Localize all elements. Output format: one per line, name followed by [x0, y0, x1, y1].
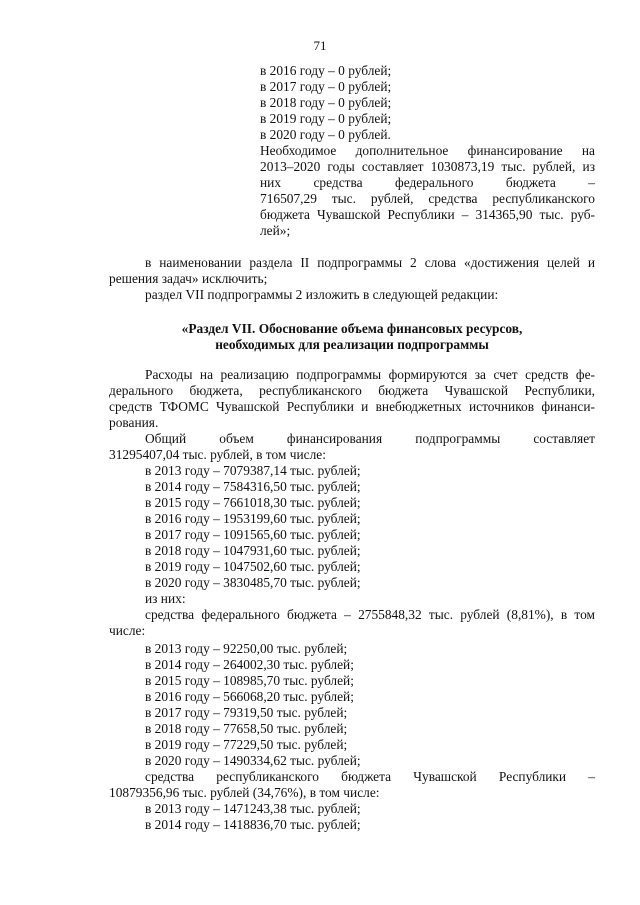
instruction-paragraph-line: в наименовании раздела II подпрограммы 2 слова «достижения целей и	[145, 255, 595, 270]
body-paragraph-line: дерального бюджета, республиканского бюджета Чувашской Республики,	[109, 383, 595, 398]
federal-year-line: в 2018 году – 77658,50 тыс. рублей;	[145, 721, 348, 736]
total-year-line: в 2020 году – 3830485,70 тыс. рублей;	[145, 575, 361, 590]
section-heading: «Раздел VII. Обоснование объема финансовых ресурсов,	[181, 321, 523, 336]
body-paragraph-line: Расходы на реализацию подпрограммы формируются за счет средств фе-	[145, 367, 595, 382]
federal-paragraph-line: средства федерального бюджета – 2755848,32 тыс. рублей (8,81%), в том	[145, 607, 595, 622]
body-paragraph-line: средств ТФОМС Чувашской Республики и внебюджетных источников финанси-	[109, 399, 595, 414]
federal-year-line: в 2016 году – 566068,20 тыс. рублей;	[145, 689, 354, 704]
inset-paragraph-line: бюджета Чувашской Республики – 314365,90 тыс. руб-	[260, 207, 595, 222]
federal-year-line: в 2020 году – 1490334,62 тыс. рублей;	[145, 753, 361, 768]
total-year-line: в 2016 году – 1953199,60 тыс. рублей;	[145, 511, 361, 526]
inset-year-line: в 2018 году – 0 рублей;	[260, 95, 392, 110]
total-year-line: в 2015 году – 7661018,30 тыс. рублей;	[145, 495, 361, 510]
inset-paragraph-line: 716507,29 тыс. рублей, средства республиканского	[260, 191, 595, 206]
total-year-line: в 2018 году – 1047931,60 тыс. рублей;	[145, 543, 361, 558]
inset-paragraph-line: них средства федерального бюджета –	[260, 175, 595, 190]
federal-year-line: в 2019 году – 77229,50 тыс. рублей;	[145, 737, 348, 752]
total-year-line: в 2017 году – 1091565,60 тыс. рублей;	[145, 527, 361, 542]
federal-year-line: в 2014 году – 264002,30 тыс. рублей;	[145, 657, 354, 672]
republic-year-line: в 2014 году – 1418836,70 тыс. рублей;	[145, 817, 361, 832]
republic-paragraph-line: средства республиканского бюджета Чувашской Республики –	[145, 769, 595, 784]
federal-year-line: в 2015 году – 108985,70 тыс. рублей;	[145, 673, 354, 688]
instruction-paragraph-line: решения задач» исключить;	[109, 271, 268, 286]
section-heading: необходимых для реализации подпрограммы	[215, 337, 489, 352]
body-paragraph-line: Общий объем финансирования подпрограммы составляет	[145, 431, 595, 446]
inset-year-line: в 2016 году – 0 рублей;	[260, 63, 392, 78]
federal-paragraph-line: числе:	[109, 623, 146, 638]
inset-paragraph-line: Необходимое дополнительное финансирование на	[260, 143, 595, 158]
republic-year-line: в 2013 году – 1471243,38 тыс. рублей;	[145, 801, 361, 816]
federal-year-line: в 2013 году – 92250,00 тыс. рублей;	[145, 641, 348, 656]
of-them-label: из них:	[145, 591, 186, 606]
republic-paragraph-line: 10879356,96 тыс. рублей (34,76%), в том числе:	[109, 785, 380, 800]
inset-year-line: в 2017 году – 0 рублей;	[260, 79, 392, 94]
inset-year-line: в 2019 году – 0 рублей;	[260, 111, 392, 126]
instruction-paragraph-line: раздел VII подпрограммы 2 изложить в следующей редакции:	[145, 287, 499, 302]
body-paragraph-line: рования.	[109, 415, 159, 430]
inset-year-line: в 2020 году – 0 рублей.	[260, 127, 391, 142]
total-year-line: в 2014 году – 7584316,50 тыс. рублей;	[145, 479, 361, 494]
total-year-line: в 2013 году – 7079387,14 тыс. рублей;	[145, 463, 361, 478]
total-year-line: в 2019 году – 1047502,60 тыс. рублей;	[145, 559, 361, 574]
inset-paragraph-line: 2013–2020 годы составляет 1030873,19 тыс. рублей, из	[260, 159, 595, 174]
page-number: 71	[313, 38, 327, 53]
body-paragraph-line: 31295407,04 тыс. рублей, в том числе:	[109, 447, 326, 462]
inset-paragraph-line: лей»;	[260, 223, 291, 238]
federal-year-line: в 2017 году – 79319,50 тыс. рублей;	[145, 705, 348, 720]
